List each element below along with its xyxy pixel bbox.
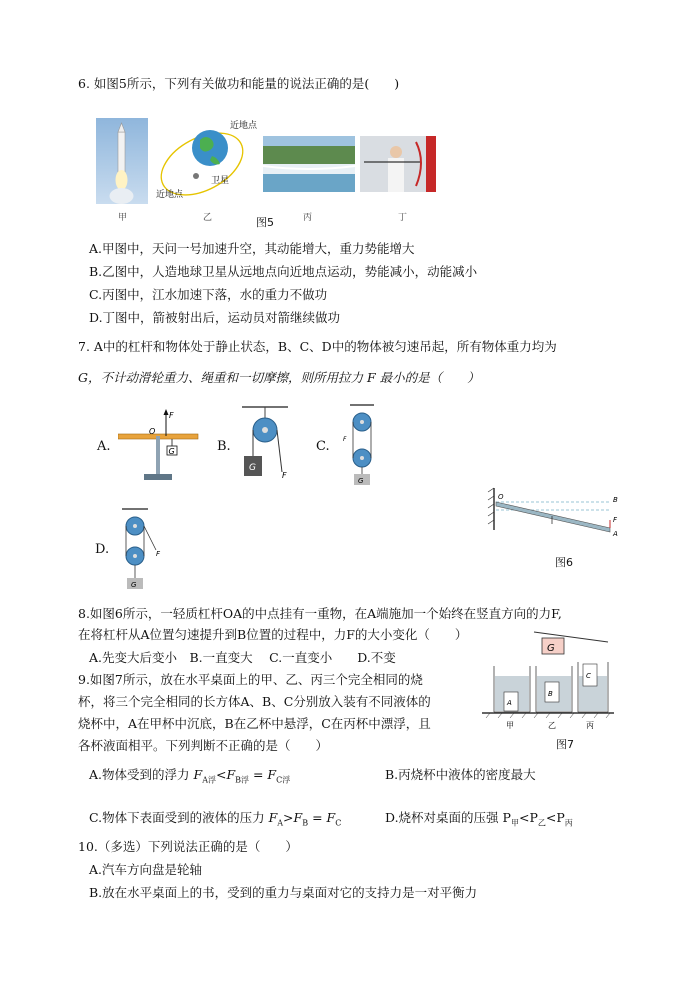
lever-a-g-label: G (168, 447, 175, 456)
q10-option-b: B.放在水平桌面上的书，受到的重力与桌面对它的支持力是一对平衡力 (89, 885, 478, 900)
q8-stem-line1: 8.如图6所示，一轻质杠杆OA的中点挂有一重物，在A端施加一个始终在竖直方向的力F, (78, 606, 562, 621)
fig6-a-label: A (613, 530, 618, 538)
pulley-block-figure-d (120, 506, 168, 592)
fig6-title: 图6 (555, 556, 573, 569)
q9-option-d-prefix: D.烧杯对桌面的压强 (385, 810, 499, 825)
pulley-b-f-label: F (282, 471, 287, 480)
q6-option-b: B.乙图中，人造地球卫星从远地点向近地点运动，势能减小，动能减小 (89, 264, 478, 279)
q9-stem-line1: 9.如图7所示，放在水平桌面上的甲、乙、丙三个完全相同的烧 (78, 672, 423, 687)
pulley-block-figure-c (340, 402, 380, 488)
fig5-title: 图5 (256, 216, 274, 229)
fig5-caption-ding: 丁 (398, 213, 408, 223)
q9-option-d (385, 812, 573, 828)
far-point-label: 近地点 (230, 121, 258, 131)
fig7-c-label: C (586, 672, 591, 680)
pulley-c-g-label: G (358, 477, 364, 485)
q7-option-b-letter: B. (217, 439, 231, 454)
fig7-a-label: A (507, 699, 512, 707)
q9-stem-line3: 烧杯中，A在甲杯中沉底，B在乙杯中悬浮，C在丙杯中漂浮，且 (78, 716, 431, 731)
fig5-caption-jia: 甲 (118, 213, 128, 223)
q6-option-c: C.丙图中，江水加速下落，水的重力不做功 (89, 287, 328, 302)
q7-stem-line2: G，不计动滑轮重力、绳重和一切摩擦，则所用拉力 F 最小的是（ ） (78, 370, 480, 385)
q9-option-b: B.丙烧杯中液体的密度最大 (385, 767, 536, 782)
q7-option-d-letter: D. (95, 542, 110, 557)
fig6-o-label: O (498, 493, 504, 501)
fig7-b-label: B (548, 690, 553, 698)
pulley-c-f-label: F (343, 436, 347, 443)
q10-option-a: A.汽车方向盘是轮轴 (89, 862, 203, 877)
pulley-b-g-label: G (249, 463, 256, 473)
q8-stem-line2: 在将杠杆从A位置匀速提升到B位置的过程中，力F的大小变化（ ） (78, 627, 468, 642)
q7-option-c-letter: C. (316, 439, 330, 454)
q9-stem-line2: 杯，将三个完全相同的长方体A、B、C分别放入装有不同液体的 (78, 694, 431, 709)
q6-stem: 6. 如图5所示，下列有关做功和能量的说法正确的是( ) (78, 76, 400, 91)
fig7-g-label: G (547, 643, 555, 654)
q6-option-d: D.丁图中，箭被射出后，运动员对箭继续做功 (89, 310, 341, 325)
q9-stem-line4: 各杯液面相平。下列判断不正确的是（ ） (78, 738, 329, 753)
lever-a-o-label: O (149, 427, 156, 436)
q9-option-a-prefix: A.物体受到的浮力 (89, 767, 190, 782)
pulley-d-f-label: F (156, 550, 161, 558)
fig5-caption-yi: 乙 (203, 213, 213, 223)
rocket-photo (96, 118, 148, 204)
q9-option-c (89, 812, 341, 828)
q9-option-c-formula: $F_A>F_B = F_C$ (268, 810, 342, 828)
q10-stem: 10.（多选）下列说法正确的是（ ） (78, 839, 298, 854)
lever-diagram-fig6 (486, 484, 626, 544)
q7-option-a-letter: A. (97, 439, 111, 454)
q9-option-d-formula: $P_甲<P_乙<P_丙$ (502, 810, 573, 828)
fig5-caption-bing: 丙 (303, 213, 313, 223)
q9-option-a-formula: $F_{A浮}<F_{B浮} = F_{C浮}$ (193, 767, 291, 785)
lever-a-f-label: F (169, 411, 174, 420)
beakers-figure-fig7 (480, 612, 615, 732)
q9-option-c-prefix: C.物体下表面受到的液体的压力 (89, 810, 265, 825)
q6-option-a: A.甲图中，天问一号加速升空，其动能增大，重力势能增大 (89, 241, 415, 256)
pulley-d-g-label: G (131, 581, 137, 589)
near-point-label: 近地点 (156, 190, 184, 200)
fig7-caption-bing: 丙 (586, 721, 594, 730)
fig7-caption-jia: 甲 (506, 721, 514, 730)
q8-options: A.先变大后变小 B.一直变大 C.一直变小 D.不变 (89, 650, 396, 665)
fig7-caption-yi: 乙 (548, 721, 556, 730)
fig6-f-label: F (613, 516, 618, 524)
q9-option-a (89, 769, 290, 785)
fig7-title: 图7 (556, 738, 574, 751)
fixed-pulley-figure-b (238, 404, 298, 484)
satellite-label: 卫星 (211, 176, 230, 186)
fig6-b-label: B (613, 496, 618, 504)
lever-figure-a (118, 408, 200, 484)
archer-photo (360, 136, 436, 192)
waterfall-photo (263, 136, 355, 192)
q7-stem-line1: 7. A中的杠杆和物体处于静止状态，B、C、D中的物体被匀速吊起，所有物体重力均为 (78, 339, 557, 354)
